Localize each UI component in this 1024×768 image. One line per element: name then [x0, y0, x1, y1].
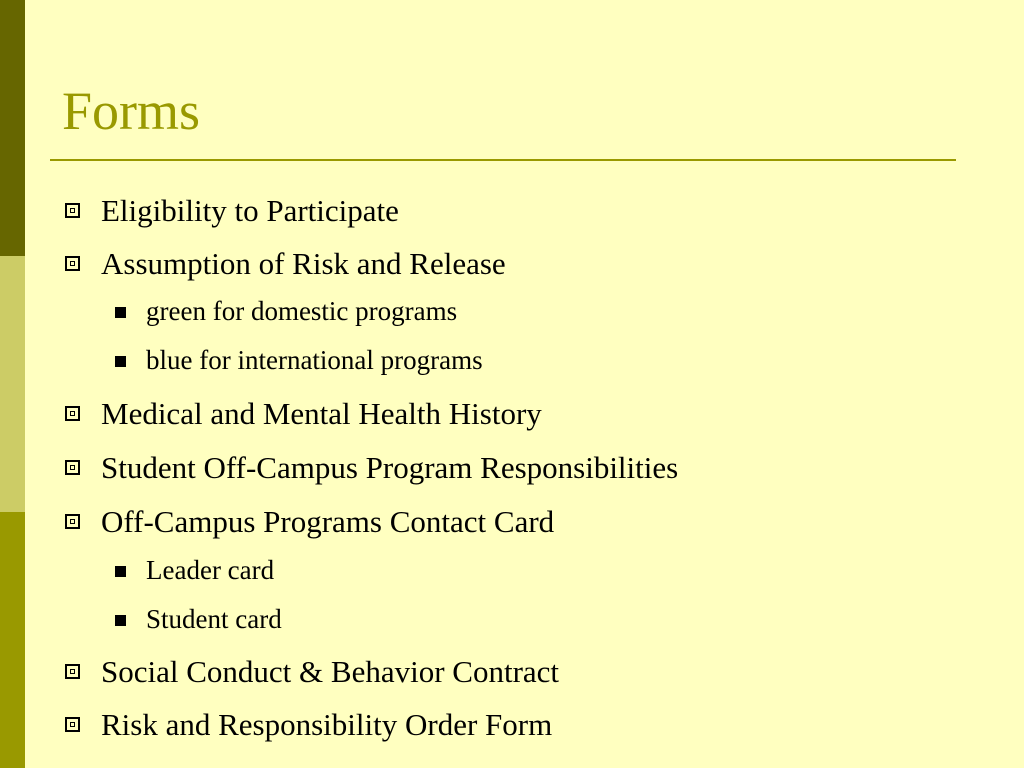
bullet-item: Assumption of Risk and Release: [101, 246, 506, 281]
hollow-square-bullet-icon: [65, 203, 80, 218]
solid-square-bullet-icon: [115, 356, 126, 367]
hollow-square-bullet-icon: [65, 664, 80, 679]
hollow-square-bullet-icon: [65, 514, 80, 529]
hollow-square-bullet-icon: [65, 460, 80, 475]
bullet-item: Risk and Responsibility Order Form: [101, 707, 553, 742]
solid-square-bullet-icon: [115, 307, 126, 318]
solid-square-bullet-icon: [115, 566, 126, 577]
slide-title: Forms: [62, 81, 201, 141]
bullet-item: Medical and Mental Health History: [101, 396, 542, 431]
hollow-square-bullet-icon: [65, 256, 80, 271]
bullet-item: Student Off-Campus Program Responsibilities: [101, 450, 679, 485]
bullet-item: Eligibility to Participate: [101, 193, 399, 228]
hollow-square-bullet-icon: [65, 717, 80, 732]
sub-bullet-item: green for domestic programs: [146, 296, 458, 326]
sub-bullet-item: Student card: [146, 604, 282, 634]
sub-bullet-item: blue for international programs: [146, 345, 483, 375]
bullet-item: Off-Campus Programs Contact Card: [101, 504, 555, 539]
bullet-item: Social Conduct & Behavior Contract: [101, 654, 560, 689]
hollow-square-bullet-icon: [65, 406, 80, 421]
solid-square-bullet-icon: [115, 615, 126, 626]
sub-bullet-item: Leader card: [146, 555, 275, 585]
